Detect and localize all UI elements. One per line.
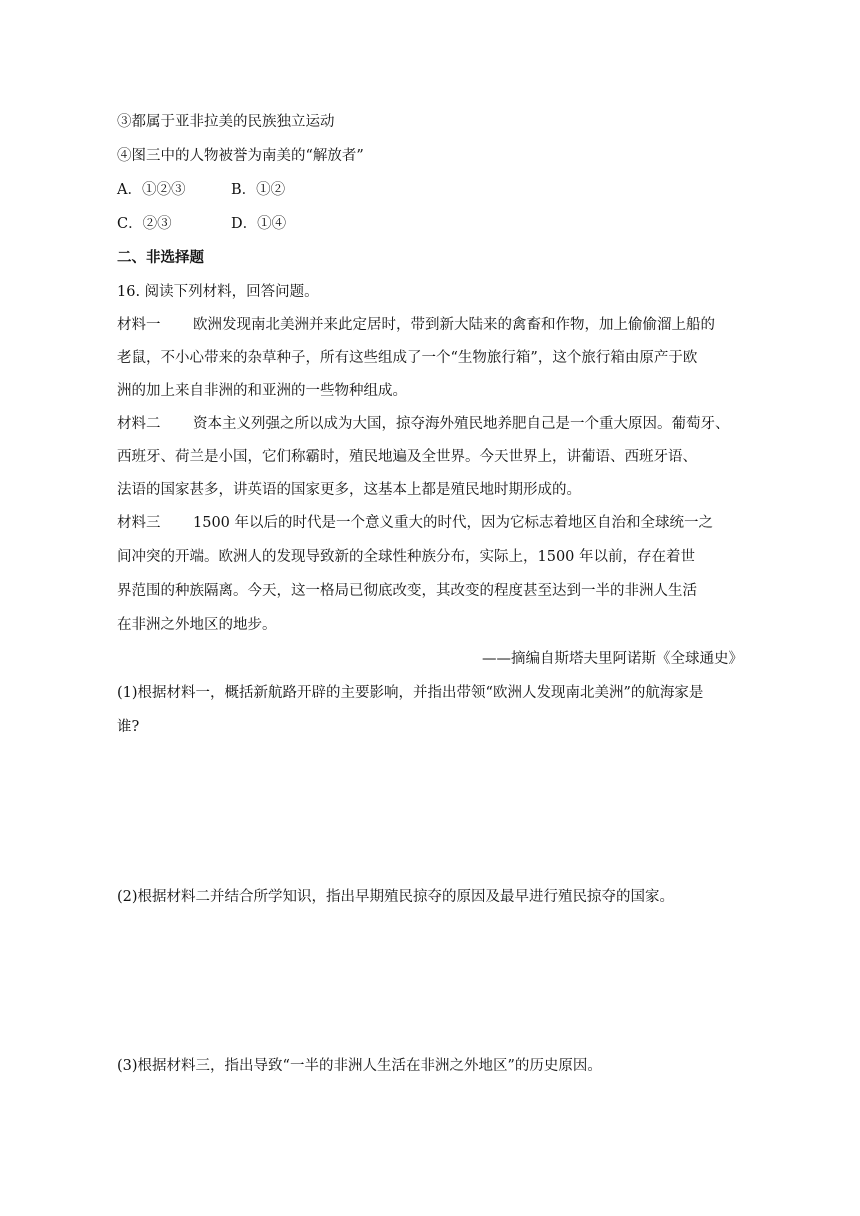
material-2-text-1: 资本主义列强之所以成为大国，掠夺海外殖民地养肥自己是一个重大原因。葡萄牙、: [193, 416, 730, 432]
material-3-line-4: 在非洲之外地区的地步。: [117, 617, 277, 633]
question-1-line-1: (1)根据材料一，概括新航路开辟的主要影响，并指出带领“欧洲人发现南北美洲”的航海家是: [117, 685, 704, 701]
material-2-line-3: 法语的国家甚多，讲英语的国家更多，这基本上都是殖民地时期形成的。: [117, 482, 581, 498]
option-c: C．②③: [117, 216, 172, 232]
source-citation: ——摘编自斯塔夫里阿诺斯《全球通史》: [482, 651, 743, 667]
question-3: (3)根据材料三，指出导致“一半的非洲人生活在非洲之外地区”的历史原因。: [117, 1058, 602, 1074]
material-3-label: 材料三: [117, 515, 161, 531]
question-1-line-2: 谁?: [117, 719, 140, 735]
material-2-line-2: 西班牙、荷兰是小国，它们称霸时，殖民地遍及全世界。今天世界上，讲葡语、西班牙语、: [117, 449, 697, 465]
material-2-line-1: [117, 414, 730, 434]
material-2-label: 材料二: [117, 416, 161, 432]
material-1-label: 材料一: [117, 317, 161, 333]
option-a: A．①②③: [117, 182, 186, 198]
material-3-text-1: 1500 年以后的时代是一个意义重大的时代，因为它标志着地区自治和全球统一之: [193, 515, 714, 531]
choice-item-4: ④图三中的人物被誉为南美的“解放者”: [117, 148, 364, 164]
material-1-line-2: 老鼠，不小心带来的杂草种子，所有这些组成了一个“生物旅行箱”，这个旅行箱由原产于欧: [117, 350, 698, 366]
material-3-line-3: 界范围的种族隔离。今天，这一格局已彻底改变，其改变的程度甚至达到一半的非洲人生活: [117, 583, 697, 599]
section-heading: 二、非选择题: [117, 250, 204, 266]
question-16-prompt: 16. 阅读下列材料，回答问题。: [117, 284, 319, 300]
option-d: D．①④: [231, 216, 287, 232]
question-2: (2)根据材料二并结合所学知识，指出早期殖民掠夺的原因及最早进行殖民掠夺的国家。: [117, 889, 675, 905]
material-1-text-1: 欧洲发现南北美洲并来此定居时，带到新大陆来的禽畜和作物，加上偷偷溜上船的: [193, 317, 715, 333]
material-1-line-3: 洲的加上来自非洲的和亚洲的一些物种组成。: [117, 383, 407, 399]
option-b: B．①②: [231, 182, 286, 198]
choice-item-3: ③都属于亚非拉美的民族独立运动: [117, 114, 335, 130]
material-3-line-2: 间冲突的开端。欧洲人的发现导致新的全球性种族分布，实际上，1500 年以前，存在着世: [117, 549, 696, 565]
material-3-line-1: [117, 513, 713, 533]
material-1-line-1: [117, 315, 715, 335]
